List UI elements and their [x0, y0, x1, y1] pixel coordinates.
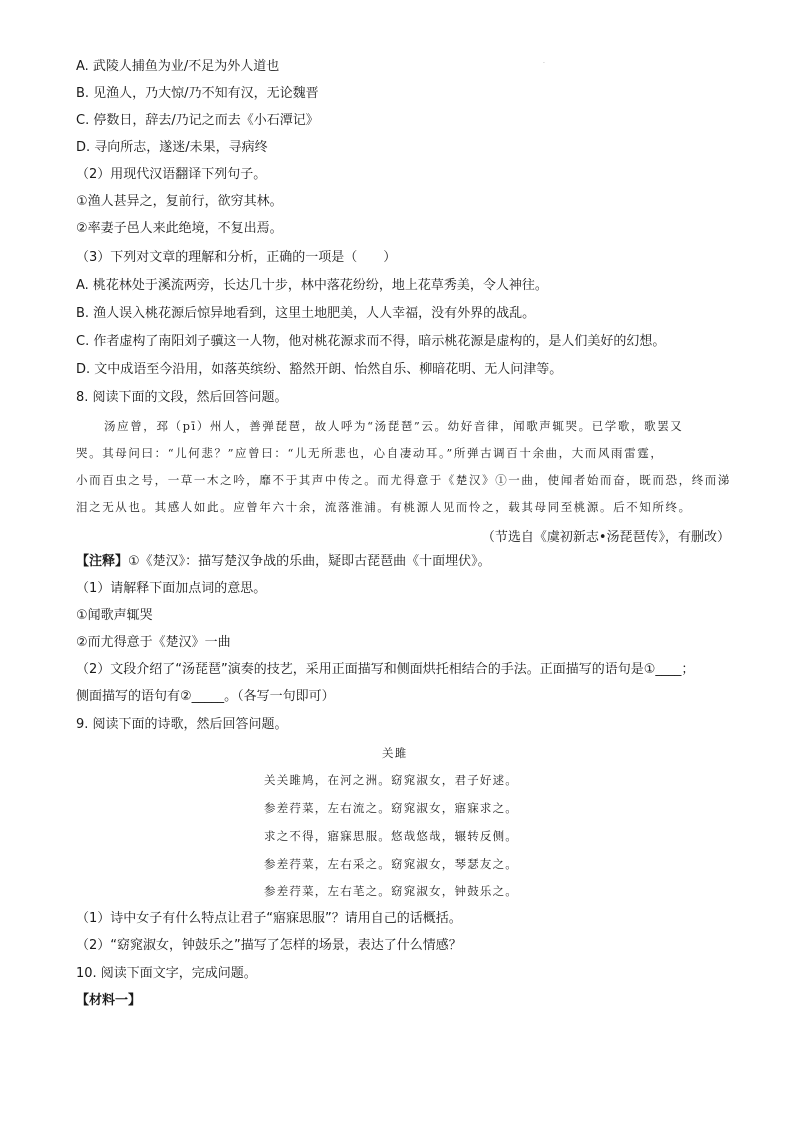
q9-sub1: （1）诗中女子有什么特点让君子“寤寐思服”？请用自己的话概括。 [76, 911, 462, 926]
poem-line: 参差荇菜，左右流之。窈窕淑女，寤寐求之。 [264, 801, 518, 815]
poem-line: 参差荇菜，左右芼之。窈窕淑女，钟鼓乐之。 [264, 884, 518, 898]
q8-source: （节选自《虞初新志•汤琵琶传》，有删改） [481, 530, 730, 545]
q8-sub1-item-2: ②而尤得意于《楚汉》一曲 [76, 635, 231, 650]
q8-heading: 8. 阅读下面的文段，然后回答问题。 [76, 390, 288, 405]
q7-sub3-prompt: （3）下列对文章的理解和分析，正确的一项是（ ） [76, 250, 397, 265]
q7-option-b: B. 见渔人，乃大惊/乃不知有汉，无论魏晋 [76, 86, 319, 101]
q7-sub2-prompt: （2）用现代汉语翻译下列句子。 [76, 167, 267, 182]
poem-line: 关关雎鸠，在河之洲。窈窕淑女，君子好逑。 [264, 773, 518, 787]
note-text: ①《楚汉》：描写楚汉争战的乐曲，疑即古琵琶曲《十面埋伏》。 [128, 554, 491, 569]
q7-sub3-option-d: D. 文中成语至今沿用，如落英缤纷、豁然开朗、怡然自乐、柳暗花明、无人问津等。 [76, 362, 563, 377]
q7-sub2-sentence-2: ②率妻子邑人来此绝境，不复出焉。 [76, 221, 283, 236]
q8-passage-line: 哭。其母问曰：“儿何悲？”应曾曰：“儿无所悲也，心自凄动耳。”所弹古调百十余曲，大而风雨雷霆， [76, 446, 664, 460]
q7-sub3-option-a: A. 桃花林处于溪流两旁，长达几十步，林中落花纷纷，地上花草秀美，令人神往。 [76, 278, 548, 293]
q10-material-label: 【材料一】 [76, 993, 142, 1008]
stray-dot: · [543, 60, 545, 67]
q7-option-a: A. 武陵人捕鱼为业/不足为外人道也 [76, 59, 280, 74]
q7-option-c: C. 停数日，辞去/乃记之而去《小石潭记》 [76, 113, 319, 128]
q7-sub3-option-c: C. 作者虚构了南阳刘子骥这一人物，他对桃花源求而不得，暗示桃花源是虚构的，是人们美好的幻想。 [76, 334, 666, 349]
q8-passage-line: 泪之无从也。其感人如此。应曾年六十余，流落淮浦。有桃源人见而怜之，载其母同至桃源。后不知所终。 [76, 500, 692, 514]
poem-title: 关雎 [382, 746, 408, 760]
q7-sub2-sentence-1: ①渔人甚异之，复前行，欲穷其林。 [76, 194, 283, 209]
poem-line: 求之不得，寤寐思服。悠哉悠哉，辗转反侧。 [264, 829, 518, 843]
q8-passage-line: 小而百虫之号，一草一木之吟，靡不于其声中传之。而尤得意于《楚汉》①一曲，使闻者始而奋，既而恐，终而涕 [76, 473, 731, 487]
q10-heading: 10. 阅读下面文字，完成问题。 [76, 966, 257, 981]
q8-passage-line: 汤应曾，邳（pī）州人，善弹琵琶，故人呼为“汤琵琶”云。幼好音律，闻歌声辄哭。已学歌，歌罢又 [104, 419, 684, 433]
q9-sub2: （2）“窈窕淑女，钟鼓乐之”描写了怎样的场景，表达了什么情感？ [76, 938, 462, 953]
q8-sub2-line-1: （2）文段介绍了“汤琵琶”演奏的技艺，采用正面描写和侧面烘托相结合的手法。正面描写的语句是①____； [76, 662, 695, 677]
q8-sub1-prompt: （1）请解释下面加点词的意思。 [76, 581, 267, 596]
q7-sub3-option-b: B. 渔人误入桃花源后惊异地看到，这里土地肥美，人人幸福，没有外界的战乱。 [76, 306, 536, 321]
q7-option-d: D. 寻向所志，遂迷/未果，寻病终 [76, 140, 268, 155]
q8-sub2-line-2: 侧面描写的语句有②_____。（各写一句即可） [76, 689, 335, 704]
q8-note [76, 553, 491, 571]
note-label: 【注释】 [76, 554, 129, 569]
q8-sub1-item-1: ①闻歌声辄哭 [76, 608, 153, 623]
q9-heading: 9. 阅读下面的诗歌，然后回答问题。 [76, 717, 288, 732]
poem-line: 参差荇菜，左右采之。窈窕淑女，琴瑟友之。 [264, 857, 518, 871]
